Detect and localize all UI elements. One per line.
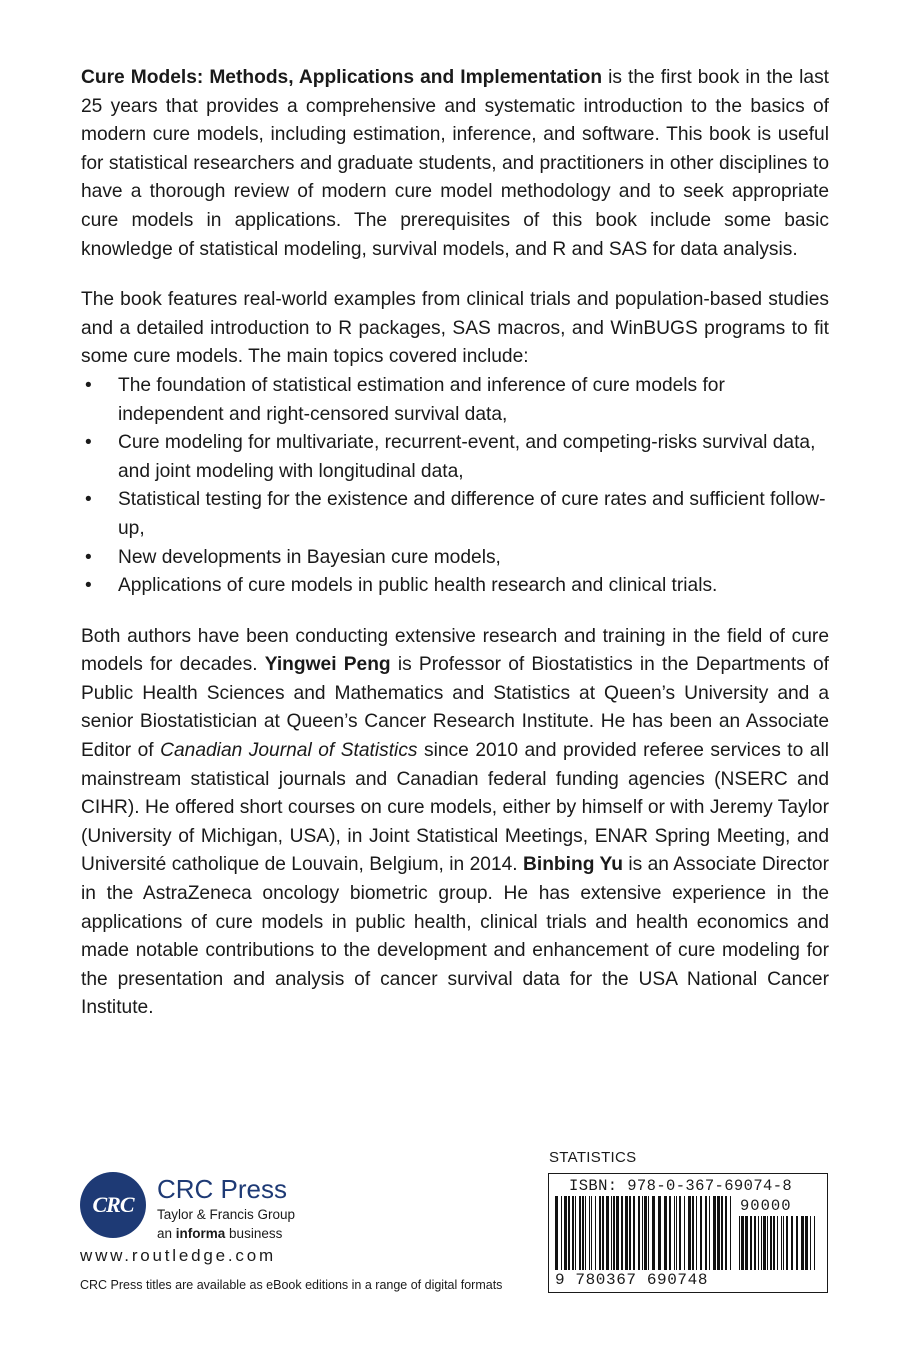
authors-paragraph: Both authors have been conducting extensive research and training in the field of cure models for decades. Yingwei Peng is Professor of Biostatistics in the Departments of Public Health Sciences and Mathematics and Statistics at Queen’s University and a senior Biostatistician at Queen’s Cancer Research Institute. He has been an Associate Editor of Canadian Journal of Statistics since 2010 and provided referee services to all mainstream statistical journals and Canadian federal funding agencies (NSERC and CIHR). He offered short courses on cure models, either by himself or with Jeremy Taylor (University of Michigan, USA), in Joint Statistical Meetings, ENAR Spring Meeting, and Université catholique de Louvain, Belgium, in 2014. Binbing Yu is an Associate Director in the AstraZeneca oncology biometric group. He has extensive experience in the applications of cure models in public health, clinical trials and health economics and made notable contributions to the development and enhancement of cure modeling for the presentation and analysis of cancer survival data for the USA National Cancer Institute.: [81, 625, 830, 1019]
bullet-icon: •: [85, 374, 92, 396]
bullet-icon: •: [85, 546, 92, 568]
barcode-bar: [758, 1216, 759, 1270]
barcode-bar: [625, 1196, 628, 1270]
barcode-bar: [770, 1216, 772, 1270]
barcode-bar: [568, 1196, 570, 1270]
publisher-wordmark: [157, 1174, 357, 1243]
price-code: 90000: [740, 1197, 792, 1215]
barcode-bar: [709, 1196, 710, 1270]
barcode-bar: [555, 1196, 558, 1270]
barcode-bar: [674, 1196, 675, 1270]
barcode-bar: [705, 1196, 707, 1270]
journal-title: Canadian Journal of Statistics: [160, 740, 418, 762]
back-cover-text: [81, 64, 829, 1023]
publisher-group: Taylor & Francis Group: [157, 1207, 296, 1222]
barcode-bar: [633, 1196, 635, 1270]
intro-text: is the first book in the last 25 years that provides a comprehensive and systematic introduction to the basics of modern cure models, including estimation, inference, and software. This book is useful for statistical researchers and graduate students, and practitioners in other disciplines to have a thorough review of modern cure model methodology and to seek appropriate cure models in applications. The prerequisites of this book include some basic knowledge of statistical modeling, survival models, and R and SAS for data analysis.: [81, 67, 829, 260]
barcode-bar: [648, 1196, 649, 1270]
barcode-bar: [564, 1196, 567, 1270]
list-item: • New developments in Bayesian cure models,: [81, 544, 829, 573]
barcode-bar: [616, 1196, 619, 1270]
barcode-bar: [721, 1196, 723, 1270]
barcode-bar: [669, 1196, 671, 1270]
barcode-addon-bars-icon: [739, 1216, 819, 1270]
barcode-bar: [754, 1216, 756, 1270]
author-name-peng: Yingwei Peng: [264, 654, 391, 676]
barcode-bar: [750, 1216, 752, 1270]
barcode-bar: [713, 1196, 716, 1270]
isbn-barcode: [548, 1173, 828, 1293]
barcode-bar: [773, 1216, 775, 1270]
barcode-bar: [621, 1196, 623, 1270]
barcode-bar: [599, 1196, 601, 1270]
barcode-bar: [805, 1216, 808, 1270]
barcode-bar: [611, 1196, 612, 1270]
barcode-bar: [767, 1216, 768, 1270]
crc-logo-icon: CRC: [80, 1172, 146, 1238]
barcode-bar: [644, 1196, 647, 1270]
barcode-bar: [684, 1196, 685, 1270]
subject-category: STATISTICS: [549, 1149, 637, 1166]
list-item: • Statistical testing for the existence and difference of cure rates and sufficient follow-up,: [81, 486, 829, 543]
barcode-digits: 9 780367 690748: [555, 1271, 709, 1289]
barcode-bar: [589, 1196, 590, 1270]
barcode-bar: [613, 1196, 615, 1270]
list-item: • The foundation of statistical estimation and inference of cure models for independent and right-censored survival data,: [81, 372, 829, 429]
features-text: The book features real-world examples from clinical trials and population-based studies and a detailed introduction to R packages, SAS macros, and WinBUGS programs to fit some cure models. The main topics covered include:: [81, 289, 829, 368]
barcode-bar: [810, 1216, 811, 1270]
barcode-bar: [717, 1196, 720, 1270]
barcode-bar: [629, 1196, 631, 1270]
barcode-bar: [585, 1196, 586, 1270]
barcode-bar: [595, 1196, 596, 1270]
barcode-bar: [700, 1196, 702, 1270]
barcode-bar: [763, 1216, 766, 1270]
isbn-text: ISBN: 978-0-367-69074-8: [569, 1177, 793, 1195]
barcode-bar: [676, 1196, 677, 1270]
barcode-bar: [692, 1196, 694, 1270]
bullet-icon: •: [85, 489, 92, 511]
barcode-bar: [725, 1196, 727, 1270]
publisher-name: CRC Press: [157, 1174, 288, 1204]
bullet-icon: •: [85, 575, 92, 597]
barcode-bar: [658, 1196, 661, 1270]
barcode-bar: [679, 1196, 681, 1270]
barcode-bar: [741, 1216, 744, 1270]
barcode-bar: [638, 1196, 640, 1270]
barcode-bar: [688, 1196, 691, 1270]
barcode-bar: [801, 1216, 804, 1270]
barcode-bar: [664, 1196, 667, 1270]
barcode-bars-icon: [555, 1196, 735, 1270]
topics-list: [81, 372, 829, 601]
barcode-bar: [642, 1196, 643, 1270]
barcode-bar: [745, 1216, 748, 1270]
list-item: • Cure modeling for multivariate, recurrent-event, and competing-risks survival data, and joint modeling with longitudinal data,: [81, 429, 829, 486]
barcode-bar: [781, 1216, 782, 1270]
publisher-website: www.routledge.com: [80, 1246, 276, 1265]
barcode-bar: [561, 1196, 562, 1270]
barcode-bar: [579, 1196, 581, 1270]
features-paragraph: [81, 286, 829, 372]
ebook-note: CRC Press titles are available as eBook editions in a range of digital formats: [80, 1278, 503, 1292]
barcode-bar: [786, 1216, 788, 1270]
barcode-bar: [652, 1196, 655, 1270]
barcode-bar: [814, 1216, 815, 1270]
barcode-bar: [591, 1196, 592, 1270]
barcode-bar: [575, 1196, 576, 1270]
barcode-bar: [796, 1216, 798, 1270]
informa-line: an informa business: [157, 1226, 283, 1241]
barcode-bar: [730, 1196, 731, 1270]
intro-paragraph: [81, 64, 829, 264]
bullet-icon: •: [85, 432, 92, 454]
barcode-bar: [572, 1196, 574, 1270]
barcode-bar: [777, 1216, 778, 1270]
list-item: • Applications of cure models in public health research and clinical trials.: [81, 572, 829, 601]
barcode-bar: [582, 1196, 584, 1270]
barcode-bar: [696, 1196, 697, 1270]
barcode-bar: [739, 1216, 740, 1270]
barcode-bar: [761, 1216, 762, 1270]
barcode-bar: [791, 1216, 793, 1270]
barcode-bar: [602, 1196, 604, 1270]
author-name-yu: Binbing Yu: [523, 854, 623, 876]
book-title: Cure Models: Methods, Applications and Implementation: [81, 67, 603, 88]
barcode-bar: [606, 1196, 609, 1270]
barcode-bar: [783, 1216, 784, 1270]
